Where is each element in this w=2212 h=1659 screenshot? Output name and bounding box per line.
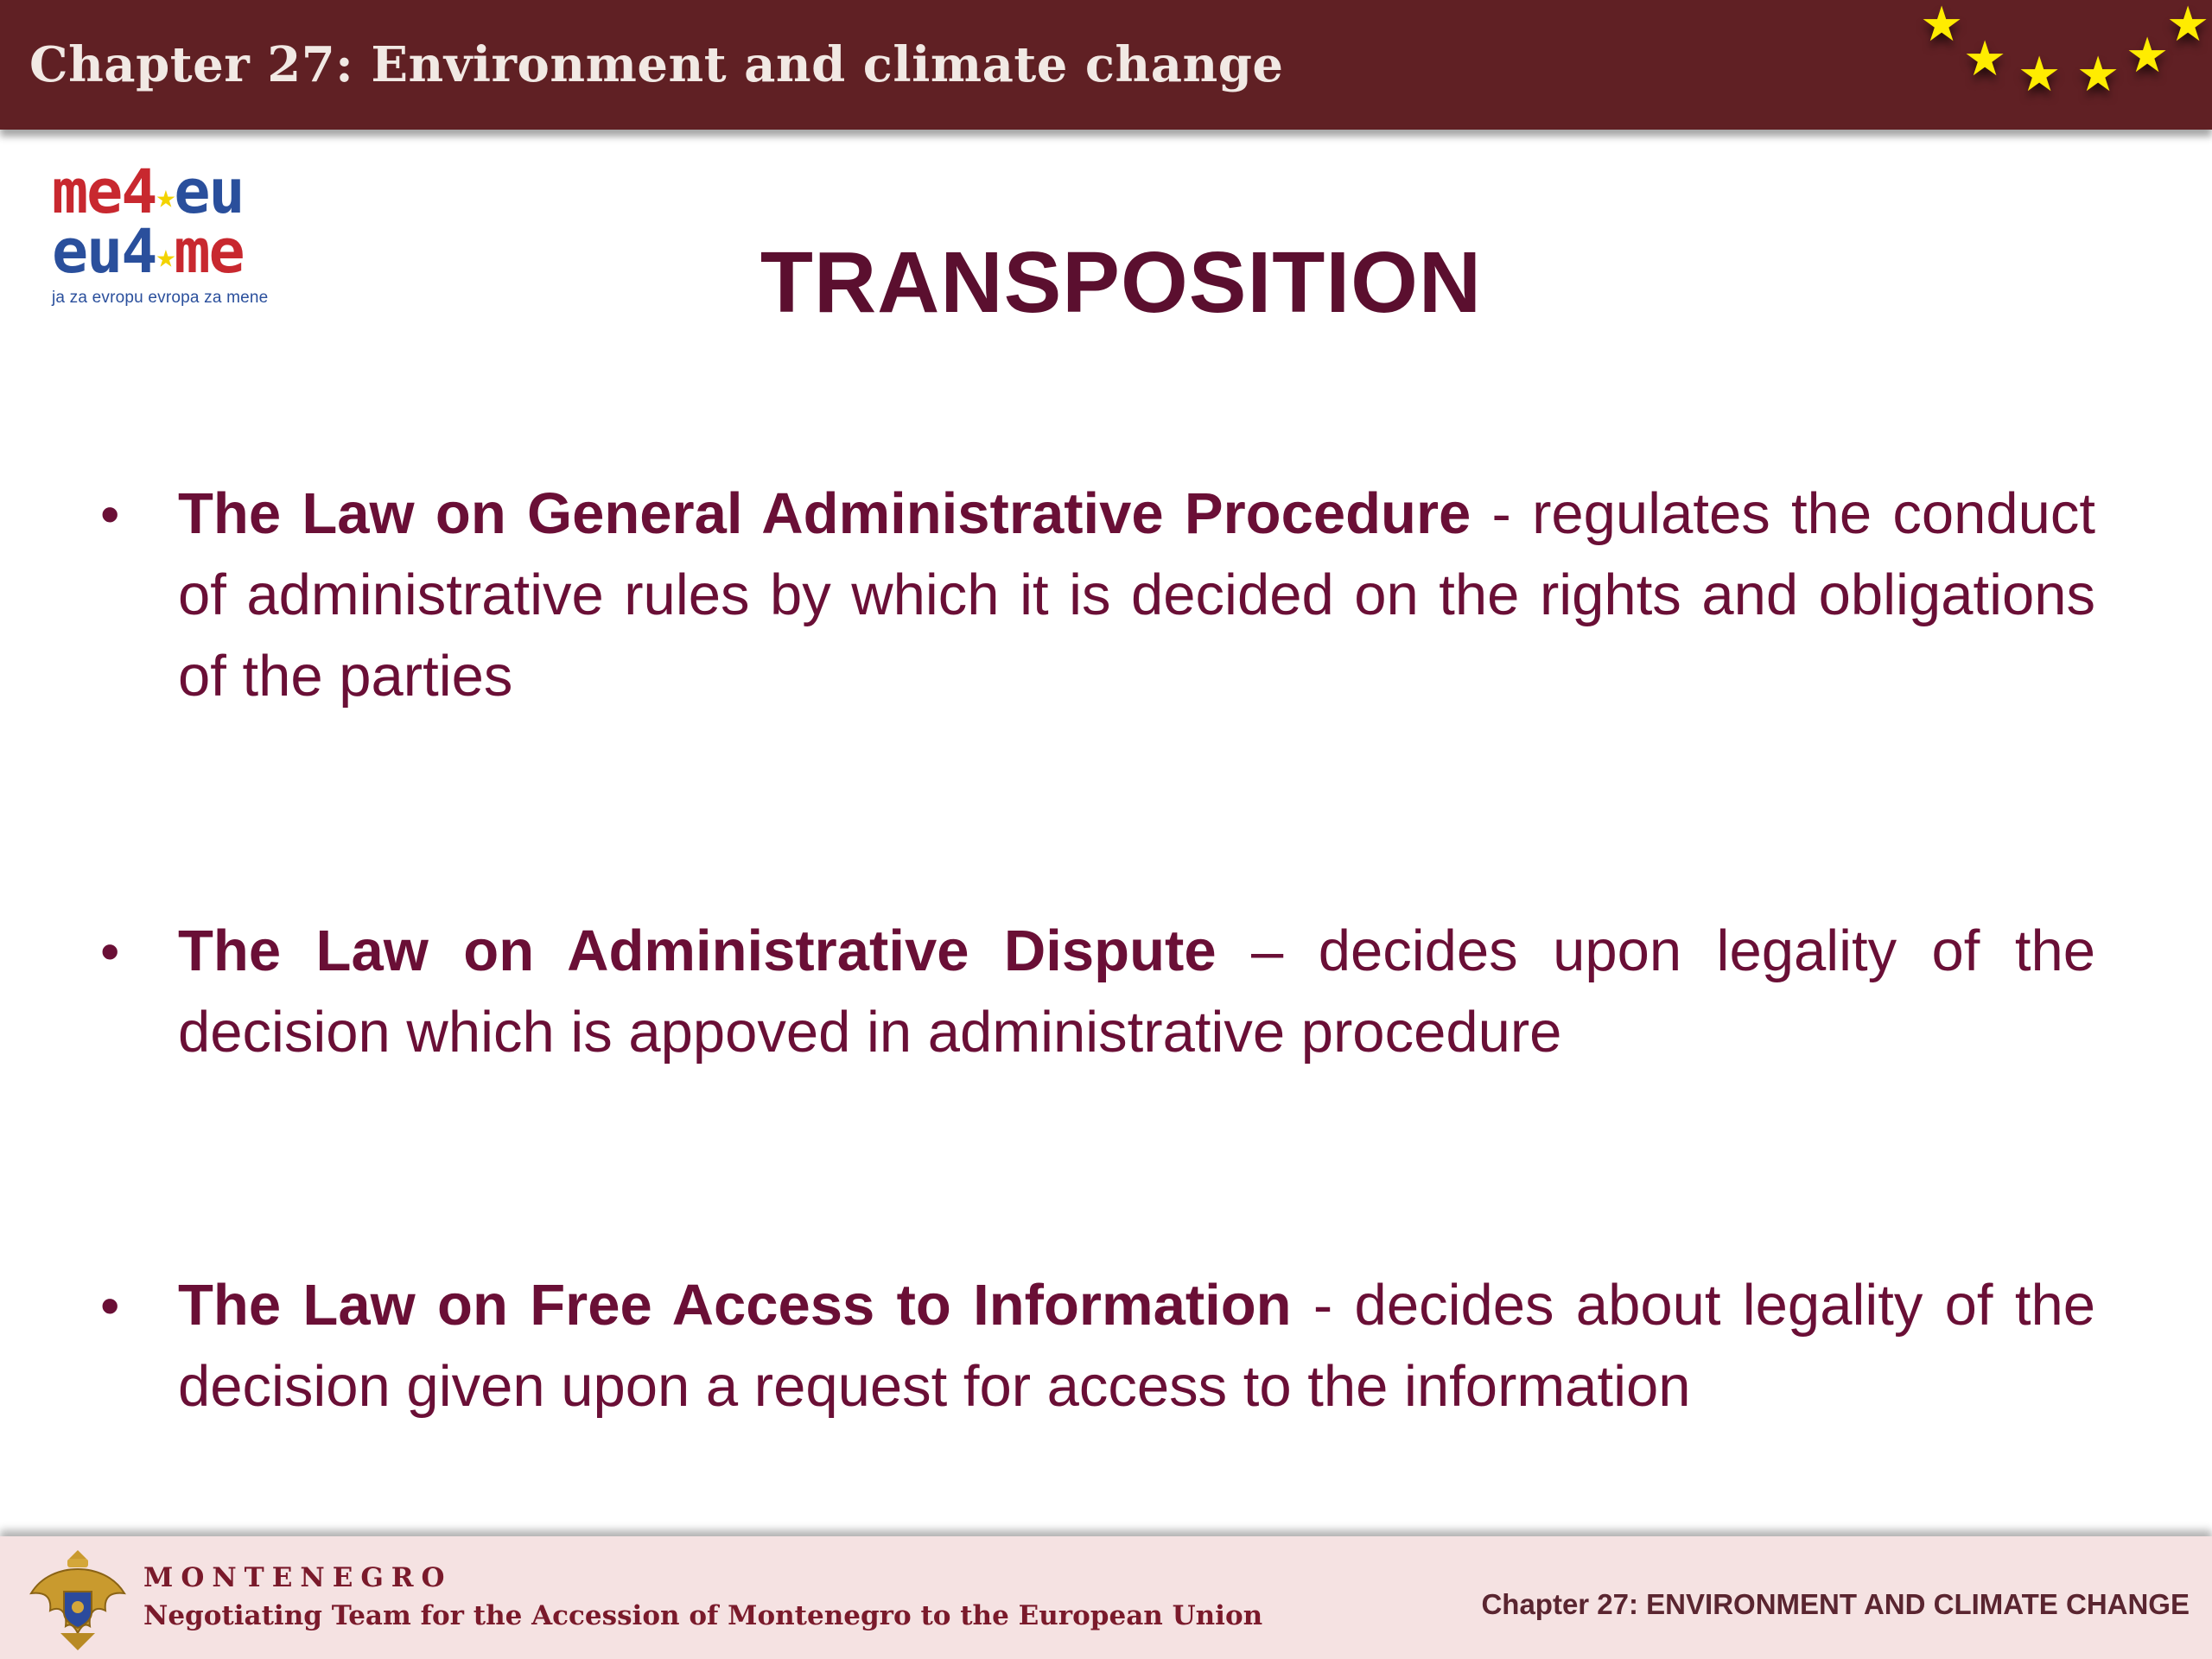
law-description: - decides about legality of the decision given upon a request for access to the information bbox=[178, 1273, 2095, 1419]
star-icon: ★ bbox=[2126, 28, 2170, 82]
law-description: – decides upon legality of the decision which is appoved in administrative procedure bbox=[178, 918, 2095, 1065]
law-name: The Law on Administrative Dispute bbox=[178, 918, 1217, 983]
page-title: TRANSPOSITION bbox=[760, 234, 1483, 331]
star-icon: ★ bbox=[1920, 0, 1964, 51]
footer-country: MONTENEGRO bbox=[143, 1562, 453, 1593]
footer-team: Negotiating Team for the Accession of Montenegro to the European Union bbox=[143, 1600, 1263, 1631]
list-item bbox=[95, 1265, 2095, 1427]
bullet-list bbox=[95, 474, 2095, 1427]
logo-text: me4 bbox=[52, 156, 156, 227]
star-icon: ★ bbox=[156, 236, 175, 275]
header-title: Chapter 27: Environment and climate change bbox=[29, 36, 1284, 93]
law-name: The Law on General Administrative Procedure bbox=[178, 481, 1471, 546]
star-icon: ★ bbox=[2166, 0, 2210, 51]
list-item bbox=[95, 911, 2095, 1073]
montenegro-emblem-icon bbox=[26, 1543, 130, 1656]
header-bar bbox=[0, 0, 2212, 130]
star-icon: ★ bbox=[2018, 47, 2062, 101]
star-icon: ★ bbox=[1963, 31, 2007, 86]
footer-chapter: Chapter 27: ENVIRONMENT AND CLIMATE CHANGE bbox=[1481, 1588, 2190, 1620]
logo-tagline: ja za evropu evropa za mene bbox=[52, 288, 269, 307]
logo-line-1 bbox=[52, 156, 328, 227]
eu-stars bbox=[1901, 0, 2212, 130]
star-icon: ★ bbox=[156, 176, 175, 215]
logo-text: me bbox=[174, 215, 244, 287]
logo-text: eu bbox=[174, 156, 244, 227]
law-name: The Law on Free Access to Information bbox=[178, 1273, 1292, 1338]
star-icon: ★ bbox=[2076, 47, 2120, 101]
logo-text: eu4 bbox=[52, 215, 156, 287]
law-description: - regulates the conduct of administrative rules by which it is decided on the rights and obligations of the parties bbox=[178, 481, 2095, 709]
list-item bbox=[95, 474, 2095, 717]
